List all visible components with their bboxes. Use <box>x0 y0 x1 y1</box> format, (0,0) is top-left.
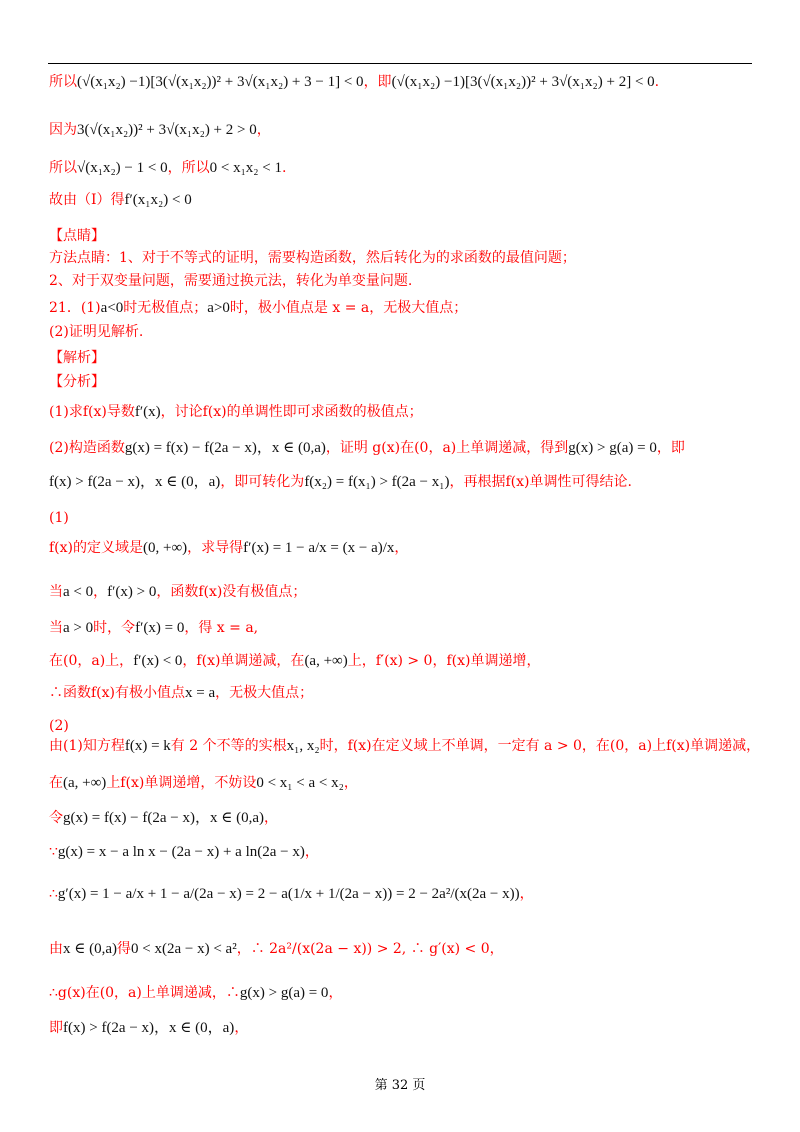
line-text: 时无极值点； <box>123 300 208 316</box>
text-line <box>49 618 258 638</box>
text-line <box>49 271 412 291</box>
text-line <box>49 939 504 959</box>
line-text: 【解析】 <box>49 350 105 366</box>
math-expression: f′(x₁x₂) < 0 <box>124 192 192 208</box>
math-expression: f′(x) <box>134 404 161 420</box>
text-line <box>49 736 760 756</box>
math-expression: x ∈ (0,a) <box>63 941 118 957</box>
math-expression: (√(x₁x₂) −1)[3(√(x₁x₂))² + 3√(x₁x₂) + 3 − 1] < 0 <box>77 74 364 90</box>
line-text: ，无极大值点； <box>215 685 314 701</box>
line-text: 【点睛】 <box>49 228 105 244</box>
text-line <box>49 298 467 318</box>
line-text: ∴ <box>49 886 58 902</box>
text-line <box>49 402 423 422</box>
text-line <box>49 508 69 528</box>
line-text: 由(1)知方程 <box>49 738 125 754</box>
line-text: ， <box>304 844 319 860</box>
line-text: ，即 <box>656 440 685 456</box>
line-text: . <box>654 74 660 90</box>
text-line <box>49 983 342 1003</box>
page-number: 第 32 页 <box>374 1078 426 1093</box>
line-text: ，即可转化为 <box>220 474 305 490</box>
text-line <box>49 808 278 828</box>
line-text: 上，f′(x) > 0，f(x)单调递增， <box>347 653 541 669</box>
line-text: ， <box>343 775 358 791</box>
line-text: 方法点睛：1、对于不等式的证明，需要构造函数，然后转化为的求函数的最值问题； <box>49 250 576 266</box>
text-line <box>49 651 540 671</box>
math-expression: f′(x) > 0 <box>107 584 157 600</box>
line-text: ， <box>256 122 271 138</box>
line-text: 上f(x)单调递增，不妨设 <box>106 775 257 791</box>
line-text: ，即 <box>363 74 392 90</box>
text-line <box>49 538 408 558</box>
math-expression: 0 < x₁x₂ < 1 <box>209 160 282 176</box>
line-text: 2、对于双变量问题，需要通过换元法，转化为单变量问题. <box>49 273 413 289</box>
math-expression: f(x₂) = f(x₁) > f(2a − x₁) <box>304 474 450 490</box>
text-line <box>49 120 271 140</box>
math-expression: a<0 <box>100 300 124 316</box>
line-text: 所以 <box>49 160 77 176</box>
math-expression: g(x) = x − a ln x − (2a − x) + a ln(2a − x) <box>57 844 305 860</box>
text-line <box>49 372 105 392</box>
text-line <box>49 773 358 793</box>
text-line <box>49 582 306 602</box>
text-line <box>49 472 632 492</box>
line-text: ∴函数f(x)有极小值点 <box>49 685 186 701</box>
line-text: 令 <box>49 810 63 826</box>
text-line <box>49 348 105 368</box>
line-text: (2)构造函数 <box>49 440 125 456</box>
line-text: 21．(1) <box>49 300 101 316</box>
math-expression: a < 0 <box>63 584 94 600</box>
math-expression: x₁, x₂ <box>286 738 320 754</box>
math-expression: f(x) > f(2a − x)，x ∈ (0，a) <box>49 474 221 490</box>
line-text: ∵ <box>49 844 58 860</box>
line-text: (1)求f(x)导数 <box>49 404 135 420</box>
line-text: ，证明 g(x)在(0，a)上单调递减，得到 <box>325 440 569 456</box>
line-text: ，∴ 2a²/(x(2a − x)) > 2, ∴ g′(x) < 0， <box>236 941 504 957</box>
math-expression: f′(x) = 0 <box>135 620 185 636</box>
line-text: ，函数f(x)没有极值点； <box>156 584 307 600</box>
math-expression: g(x) = f(x) − f(2a − x)，x ∈ (0,a) <box>124 440 326 456</box>
line-text: ， <box>519 886 534 902</box>
math-expression: g(x) > g(a) = 0 <box>568 440 657 456</box>
line-text: (1) <box>49 510 69 526</box>
line-text: . <box>282 160 287 176</box>
math-expression: (√(x₁x₂) −1)[3(√(x₁x₂))² + 3√(x₁x₂) + 2] < 0 <box>391 74 655 90</box>
line-text: ，得 x = a, <box>184 620 259 636</box>
math-expression: (a, +∞) <box>304 653 348 669</box>
line-text: 【分析】 <box>49 374 105 390</box>
math-expression: g′(x) = 1 − a/x + 1 − a/(2a − x) = 2 − a(1/x + 1/(2a − x)) = 2 − 2a²/(x(2a − x)) <box>57 886 520 902</box>
line-text: 时，极小值点是 x = a，无极大值点； <box>229 300 468 316</box>
line-text: ，f(x)单调递减，在 <box>182 653 305 669</box>
text-line <box>49 716 69 736</box>
text-line <box>49 438 685 458</box>
math-expression: 3(√(x₁x₂))² + 3√(x₁x₂) + 2 > 0 <box>77 122 257 138</box>
line-text: ， <box>394 540 409 556</box>
math-expression: 0 < x₁ < a < x₂ <box>256 775 344 791</box>
line-text: ， <box>264 810 278 826</box>
line-text: 由 <box>49 941 63 957</box>
text-line <box>49 322 143 342</box>
line-text: 当 <box>49 584 63 600</box>
line-text: 时，令 <box>93 620 136 636</box>
line-text: (2) <box>49 718 69 734</box>
text-line <box>49 683 313 703</box>
math-expression: 0 < x(2a − x) < a² <box>131 941 237 957</box>
text-line <box>49 1018 248 1038</box>
text-line <box>49 248 576 268</box>
text-line <box>49 190 192 210</box>
math-expression: g(x) = f(x) − f(2a − x)，x ∈ (0,a) <box>63 810 264 826</box>
line-text: 所以 <box>49 74 77 90</box>
text-line <box>49 72 659 92</box>
math-expression: (0, +∞) <box>143 540 188 556</box>
line-text: ， <box>234 1020 249 1036</box>
line-text: f(x)的定义域是 <box>49 540 144 556</box>
text-line <box>49 884 534 904</box>
line-text: 得 <box>117 941 132 957</box>
math-expression: x = a <box>185 685 216 701</box>
line-text: ，讨论f(x)的单调性即可求函数的极值点； <box>160 404 423 420</box>
math-expression: f′(x) = 1 − a/x = (x − a)/x <box>243 540 395 556</box>
math-expression: √(x₁x₂) − 1 < 0 <box>77 160 168 176</box>
line-text: 当 <box>49 620 63 636</box>
line-text: 时，f(x)在定义域上不单调，一定有 a > 0，在(0，a)上f(x)单调递减， <box>319 738 761 754</box>
text-line <box>49 842 319 862</box>
line-text: ∴g(x)在(0，a)上单调递减，∴ <box>49 985 240 1001</box>
math-expression: f′(x) < 0 <box>133 653 183 669</box>
line-text: 即 <box>49 1020 63 1036</box>
math-expression: g(x) > g(a) = 0 <box>239 985 329 1001</box>
line-text: ， <box>328 985 343 1001</box>
math-expression: (a, +∞) <box>63 775 107 791</box>
line-text: 有 2 个不等的实根 <box>170 738 287 754</box>
line-text: ，再根据f(x)单调性可得结论. <box>449 474 632 490</box>
line-text: 在(0，a)上， <box>49 653 134 669</box>
top-rule <box>48 63 752 64</box>
text-line <box>49 158 286 178</box>
line-text: 因为 <box>49 122 77 138</box>
math-expression: f(x) = k <box>124 738 171 754</box>
line-text: ， <box>93 584 108 600</box>
line-text: 在 <box>49 775 63 791</box>
line-text: ，所以 <box>167 160 210 176</box>
line-text: 故由（Ⅰ）得 <box>49 192 125 208</box>
line-text: (2)证明见解析. <box>49 324 144 340</box>
math-expression: f(x) > f(2a − x)，x ∈ (0，a) <box>63 1020 235 1036</box>
math-expression: a>0 <box>207 300 230 316</box>
line-text: ，求导得 <box>187 540 244 556</box>
text-line <box>49 226 105 246</box>
math-expression: a > 0 <box>63 620 94 636</box>
